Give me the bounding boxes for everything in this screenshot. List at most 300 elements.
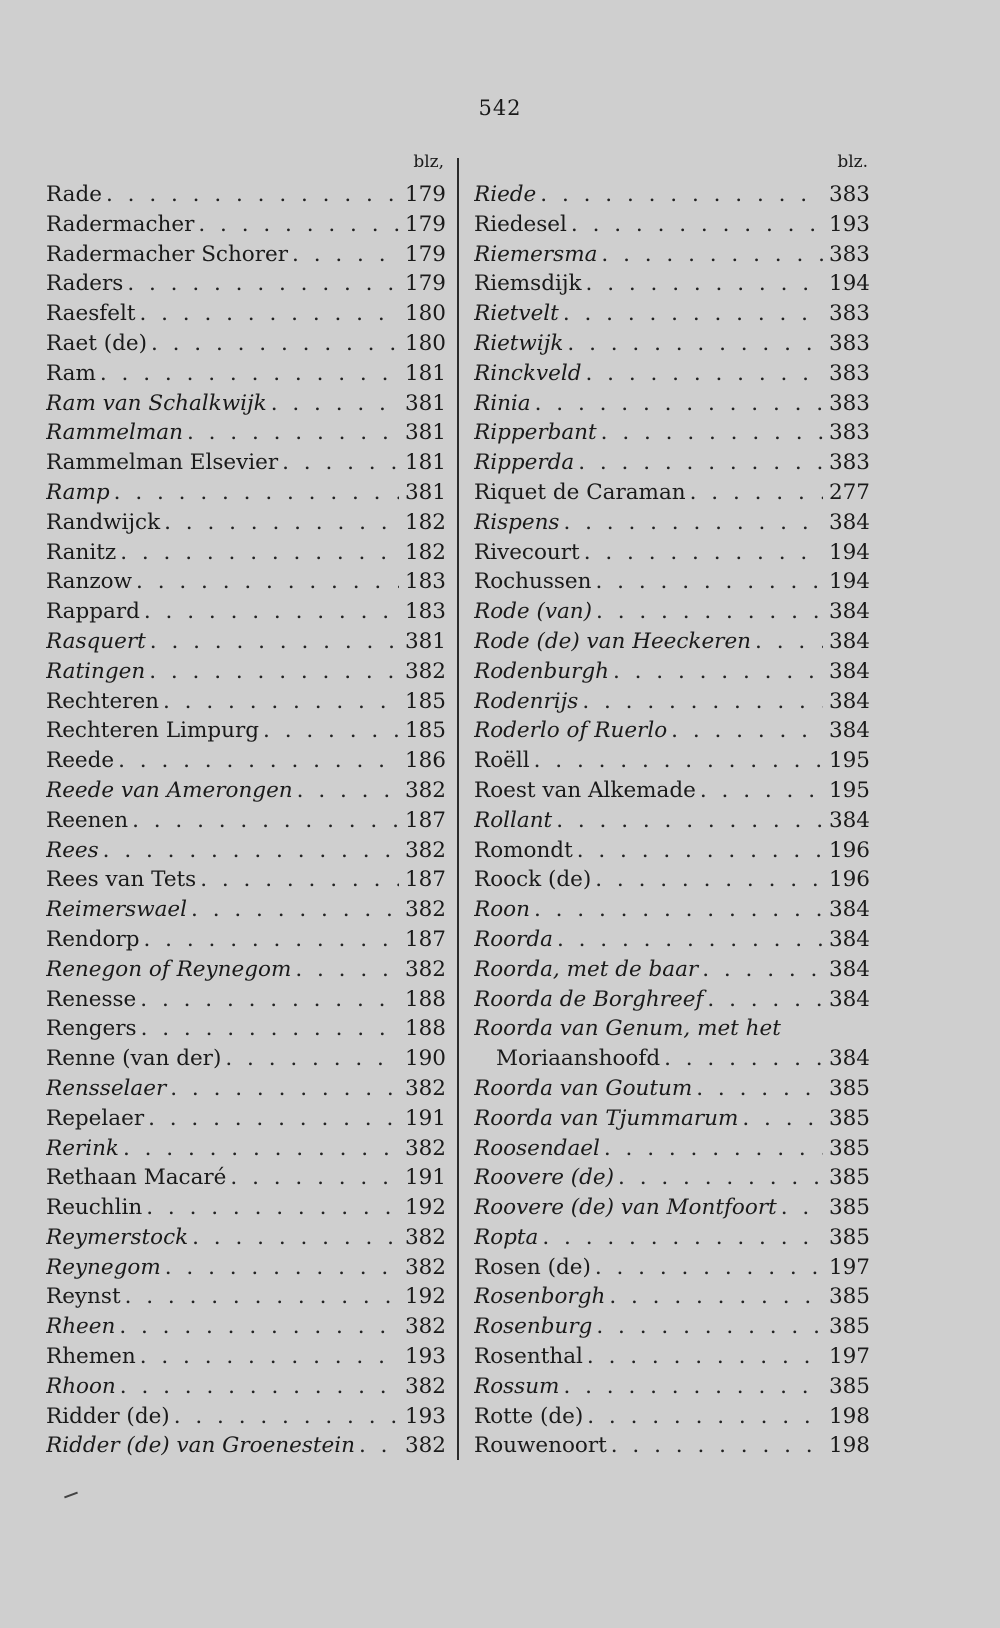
index-entry (46, 271, 446, 301)
entry-name: Rodenrijs (474, 688, 579, 714)
entry-name: Rietwijk (474, 330, 564, 356)
dot-leader (150, 629, 399, 654)
dot-leader (192, 1225, 399, 1250)
entry-name: Reuchlin (46, 1195, 143, 1221)
index-entry (474, 480, 870, 510)
entry-page-number: 185 (404, 688, 446, 714)
index-entry (474, 301, 870, 331)
dot-leader (700, 778, 823, 803)
dot-leader (141, 1016, 399, 1041)
dot-leader (136, 569, 399, 594)
index-entry (46, 1225, 446, 1255)
entry-name: Rethaan Macaré (46, 1165, 227, 1191)
dot-leader (295, 957, 399, 982)
entry-name: Ripperbant (474, 420, 597, 446)
index-entry (46, 718, 446, 748)
dot-leader (534, 897, 823, 922)
entry-name: Rade (46, 182, 102, 207)
entry-page-number: 383 (828, 301, 870, 327)
dot-leader (601, 420, 823, 445)
dot-leader (595, 867, 823, 892)
dot-leader (556, 808, 823, 833)
index-entry (474, 271, 870, 301)
dot-leader (587, 1344, 823, 1369)
entry-name: Ropta (474, 1224, 539, 1250)
entry-page-number: 385 (828, 1314, 870, 1340)
index-entry (46, 748, 446, 778)
entry-name: Roovere (de) van Montfoort (474, 1195, 777, 1221)
index-entry (46, 897, 446, 927)
entry-page-number: 192 (404, 1195, 446, 1221)
entry-name: Roosendael (474, 1135, 600, 1161)
entry-page-number: 382 (404, 658, 446, 684)
dot-leader (664, 1046, 823, 1071)
entry-name: Reede van Amerongen (46, 777, 293, 803)
index-entry (474, 1433, 870, 1463)
entry-page-number: 193 (404, 1403, 446, 1429)
entry-name: Rosenborgh (474, 1284, 606, 1310)
dot-leader (120, 540, 399, 565)
entry-page-number: 384 (828, 509, 870, 535)
entry-name: Roon (474, 897, 530, 923)
index-entry (46, 420, 446, 450)
dot-leader (577, 838, 823, 863)
index-entry (46, 1046, 446, 1076)
entry-page-number: 190 (404, 1046, 446, 1072)
entry-page-number: 385 (828, 1135, 870, 1161)
index-entry (46, 1284, 446, 1314)
entry-name: Moriaanshoofd (496, 1046, 661, 1072)
dot-leader (271, 391, 399, 416)
dot-leader (103, 838, 399, 863)
dot-leader (567, 331, 823, 356)
dot-leader (534, 748, 823, 773)
entry-page-number: 382 (404, 956, 446, 982)
index-entry (474, 838, 870, 868)
dot-leader (781, 1195, 823, 1220)
index-entry (46, 1433, 446, 1463)
dot-leader (596, 569, 823, 594)
entry-name: Ram van Schalkwijk (46, 390, 267, 416)
entry-page-number: 194 (828, 569, 870, 595)
entry-name: Roorda van Goutum (474, 1075, 693, 1101)
entry-page-number: 188 (404, 986, 446, 1012)
entry-name: Rendorp (46, 926, 140, 952)
index-entry (474, 808, 870, 838)
entry-name: Roorda (474, 926, 553, 952)
entry-name: Rispens (474, 509, 560, 535)
dot-leader (125, 1284, 399, 1309)
index-entry (46, 361, 446, 391)
dot-leader (671, 718, 823, 743)
entry-page-number: 383 (828, 330, 870, 356)
dot-leader (557, 927, 823, 952)
entry-name: Reymerstock (46, 1224, 189, 1250)
index-entry (474, 599, 870, 629)
entry-page-number: 182 (404, 509, 446, 535)
entry-name: Romondt (474, 837, 573, 863)
dot-leader (618, 1165, 823, 1190)
entry-name: Roorda, met de baar (474, 956, 699, 982)
dot-leader (535, 391, 823, 416)
entry-name: Rosen (de) (474, 1254, 591, 1280)
index-entry (46, 1344, 446, 1374)
index-entry (474, 718, 870, 748)
entry-page-number: 383 (828, 182, 870, 207)
index-entry (474, 1314, 870, 1344)
entry-name: Roorda van Genum, met het (474, 1016, 781, 1042)
entry-page-number: 193 (404, 1344, 446, 1370)
entry-name: Rochussen (474, 569, 592, 595)
entry-name: Rode (van) (474, 599, 593, 625)
dot-leader (127, 271, 399, 296)
entry-name: Rengers (46, 1016, 137, 1042)
entry-name: Raesfelt (46, 301, 136, 327)
dot-leader (702, 957, 823, 982)
index-entry (474, 778, 870, 808)
dot-leader (191, 897, 399, 922)
dot-leader (596, 599, 823, 624)
entry-page-number: 382 (404, 1314, 446, 1340)
entry-name: Rammelman Elsevier (46, 450, 279, 476)
index-entry (474, 927, 870, 957)
entry-page-number: 183 (404, 569, 446, 595)
entry-name: Riquet de Caraman (474, 479, 686, 505)
index-entry (474, 242, 870, 272)
dot-leader (359, 1433, 399, 1458)
entry-name: Riedesel (474, 211, 567, 237)
index-entry (474, 867, 870, 897)
dot-leader (174, 1404, 399, 1429)
index-entry (46, 391, 446, 421)
index-entry (474, 1106, 870, 1136)
entry-name: Rode (de) van Heeckeren (474, 628, 752, 654)
dot-leader (120, 1374, 399, 1399)
entry-page-number: 192 (404, 1284, 446, 1310)
dot-leader (165, 1255, 399, 1280)
entry-page-number: 382 (404, 897, 446, 923)
entry-page-number: 277 (828, 479, 870, 505)
index-entry (474, 1225, 870, 1255)
index-entry (474, 1344, 870, 1374)
dot-leader (163, 689, 399, 714)
page-number: 542 (478, 96, 522, 120)
index-entry (474, 331, 870, 361)
entry-name: Rensselaer (46, 1075, 167, 1101)
entry-page-number: 195 (828, 777, 870, 803)
entry-name: Renegon of Reynegom (46, 956, 292, 982)
entry-name: Reede (46, 748, 115, 774)
dot-leader (144, 927, 399, 952)
entry-name: Radermacher (46, 211, 195, 237)
right-index-column (474, 152, 870, 1463)
index-entry (474, 420, 870, 450)
entry-page-number: 183 (404, 599, 446, 625)
index-entry (474, 450, 870, 480)
entry-page-number: 179 (404, 241, 446, 267)
dot-leader (540, 182, 823, 207)
index-entry (46, 778, 446, 808)
dot-leader (611, 1433, 823, 1458)
index-entry (474, 1046, 870, 1076)
right-column-header: blz. (837, 152, 868, 172)
dot-leader (563, 301, 823, 326)
entry-name: Rinia (474, 390, 531, 416)
entry-name: Ramp (46, 479, 110, 505)
index-entry (46, 212, 446, 242)
dot-leader (282, 450, 399, 475)
dot-leader (292, 242, 399, 267)
dot-leader (696, 1076, 823, 1101)
entry-name: Ranitz (46, 539, 117, 565)
ink-mark (64, 1492, 78, 1499)
entry-name: Repelaer (46, 1105, 145, 1131)
entry-name: Rammelman (46, 420, 183, 446)
index-entry (474, 361, 870, 391)
entry-name: Rietvelt (474, 301, 559, 327)
entry-page-number: 385 (828, 1165, 870, 1191)
entry-page-number: 197 (828, 1254, 870, 1280)
dot-leader (132, 808, 399, 833)
dot-leader (118, 748, 399, 773)
dot-leader (144, 599, 399, 624)
entry-page-number: 196 (828, 837, 870, 863)
entry-page-number: 382 (404, 777, 446, 803)
index-entry (474, 1404, 870, 1434)
entry-page-number: 384 (828, 599, 870, 625)
entry-name: Raders (46, 271, 124, 297)
entry-page-number: 384 (828, 628, 870, 654)
entry-page-number: 384 (828, 956, 870, 982)
left-entry-list (46, 182, 446, 1463)
entry-name: Roovere (de) (474, 1165, 615, 1191)
index-entry (474, 1076, 870, 1106)
entry-name: Ram (46, 360, 96, 386)
entry-page-number: 382 (404, 1433, 446, 1459)
dot-leader (587, 1404, 823, 1429)
dot-leader (601, 242, 823, 267)
index-entry (46, 1076, 446, 1106)
index-entry (46, 808, 446, 838)
index-entry (474, 629, 870, 659)
entry-name: Riemersma (474, 241, 598, 267)
index-entry (46, 867, 446, 897)
entry-page-number: 187 (404, 807, 446, 833)
index-entry (46, 1255, 446, 1285)
entry-name: Rhemen (46, 1344, 136, 1370)
entry-page-number: 382 (404, 1224, 446, 1250)
dot-leader (586, 361, 823, 386)
dot-leader (139, 301, 398, 326)
entry-page-number: 384 (828, 807, 870, 833)
entry-name: Rechteren Limpurg (46, 718, 260, 744)
entry-name: Reenen (46, 807, 129, 833)
entry-page-number: 187 (404, 926, 446, 952)
dot-leader (571, 212, 823, 237)
entry-page-number: 179 (404, 271, 446, 297)
entry-name: Ridder (de) van Groenestein (46, 1433, 355, 1459)
index-entry (46, 987, 446, 1017)
dot-leader (148, 1106, 399, 1131)
entry-name: Rosenburg (474, 1314, 593, 1340)
entry-page-number: 385 (828, 1224, 870, 1250)
entry-name: Reimerswael (46, 897, 188, 923)
entry-name: Rees van Tets (46, 867, 197, 893)
entry-page-number: 188 (404, 1016, 446, 1042)
entry-page-number: 384 (828, 718, 870, 744)
dot-leader (106, 182, 399, 207)
index-entry (46, 331, 446, 361)
dot-leader (742, 1106, 823, 1131)
index-entry (474, 1284, 870, 1314)
entry-name: Renne (van der) (46, 1046, 222, 1072)
entry-page-number: 382 (404, 1135, 446, 1161)
index-entry (474, 540, 870, 570)
entry-page-number: 195 (828, 748, 870, 774)
entry-name: Rasquert (46, 628, 146, 654)
index-entry (46, 689, 446, 719)
index-entry (474, 391, 870, 421)
entry-page-number: 382 (404, 1373, 446, 1399)
dot-leader (563, 1374, 823, 1399)
entry-name: Ratingen (46, 658, 146, 684)
entry-page-number: 185 (404, 718, 446, 744)
dot-leader (100, 361, 399, 386)
index-entry (46, 1136, 446, 1166)
index-entry (474, 1016, 870, 1046)
entry-page-number: 197 (828, 1344, 870, 1370)
index-entry (474, 569, 870, 599)
entry-name: Rechteren (46, 688, 160, 714)
entry-page-number: 191 (404, 1105, 446, 1131)
entry-page-number: 385 (828, 1373, 870, 1399)
entry-name: Rollant (474, 807, 553, 833)
entry-name: Rosenthal (474, 1344, 583, 1370)
index-entry (474, 987, 870, 1017)
index-entry (474, 748, 870, 778)
index-entry (46, 569, 446, 599)
index-entry (46, 301, 446, 331)
index-entry (474, 689, 870, 719)
index-entry (46, 927, 446, 957)
dot-leader (542, 1225, 823, 1250)
entry-name: Rodenburgh (474, 658, 609, 684)
dot-leader (187, 420, 399, 445)
dot-leader (609, 1284, 823, 1309)
dot-leader (596, 1314, 823, 1339)
dot-leader (230, 1165, 399, 1190)
column-divider (457, 158, 459, 1460)
dot-leader (123, 1136, 399, 1161)
entry-name: Roëll (474, 748, 530, 774)
index-entry (474, 1255, 870, 1285)
entry-page-number: 193 (828, 211, 870, 237)
index-entry (46, 1106, 446, 1136)
dot-leader (140, 987, 399, 1012)
right-entry-list (474, 182, 870, 1463)
entry-page-number: 385 (828, 1284, 870, 1310)
entry-page-number: 181 (404, 360, 446, 386)
entry-page-number: 180 (404, 301, 446, 327)
entry-page-number: 383 (828, 360, 870, 386)
entry-page-number: 384 (828, 986, 870, 1012)
index-entry (46, 242, 446, 272)
entry-page-number: 383 (828, 450, 870, 476)
entry-name: Reynst (46, 1284, 121, 1310)
entry-page-number: 179 (404, 211, 446, 237)
entry-page-number: 179 (404, 182, 446, 207)
entry-page-number: 384 (828, 688, 870, 714)
entry-page-number: 198 (828, 1403, 870, 1429)
entry-page-number: 382 (404, 837, 446, 863)
entry-page-number: 381 (404, 420, 446, 446)
dot-leader (114, 480, 399, 505)
entry-page-number: 194 (828, 539, 870, 565)
dot-leader (604, 1136, 823, 1161)
entry-name: Raet (de) (46, 330, 147, 356)
entry-page-number: 385 (828, 1075, 870, 1101)
index-entry (474, 1374, 870, 1404)
entry-name: Ridder (de) (46, 1403, 170, 1429)
index-entry (46, 1374, 446, 1404)
dot-leader (563, 510, 822, 535)
entry-name: Roest van Alkemade (474, 777, 696, 803)
dot-leader (198, 212, 399, 237)
dot-leader (146, 1195, 399, 1220)
dot-leader (690, 480, 823, 505)
index-entry (474, 182, 870, 212)
entry-name: Randwijck (46, 509, 161, 535)
dot-leader (263, 718, 399, 743)
entry-name: Rerink (46, 1135, 119, 1161)
dot-leader (151, 331, 399, 356)
entry-page-number: 187 (404, 867, 446, 893)
entry-name: Roorda de Borghreef (474, 986, 704, 1012)
entry-page-number: 182 (404, 539, 446, 565)
index-entry (46, 510, 446, 540)
index-entry (474, 1136, 870, 1166)
dot-leader (225, 1046, 399, 1071)
index-entry (46, 450, 446, 480)
dot-leader (164, 510, 399, 535)
index-entry (474, 212, 870, 242)
index-entry (46, 659, 446, 689)
dot-leader (755, 629, 823, 654)
entry-name: Rinckveld (474, 360, 582, 386)
entry-name: Rivecourt (474, 539, 580, 565)
index-entry (46, 1165, 446, 1195)
index-entry (46, 1314, 446, 1344)
dot-leader (119, 1314, 399, 1339)
dot-leader (582, 689, 823, 714)
entry-page-number: 381 (404, 628, 446, 654)
index-entry (46, 1195, 446, 1225)
entry-name: Riemsdijk (474, 271, 582, 297)
index-entry (46, 957, 446, 987)
dot-leader (140, 1344, 399, 1369)
dot-leader (578, 450, 823, 475)
index-entry (46, 838, 446, 868)
dot-leader (200, 867, 399, 892)
index-entry (46, 629, 446, 659)
entry-page-number: 196 (828, 867, 870, 893)
entry-page-number: 385 (828, 1105, 870, 1131)
entry-page-number: 384 (828, 926, 870, 952)
entry-page-number: 383 (828, 420, 870, 446)
entry-name: Rappard (46, 599, 140, 625)
left-index-column (46, 152, 446, 1463)
entry-page-number: 180 (404, 330, 446, 356)
